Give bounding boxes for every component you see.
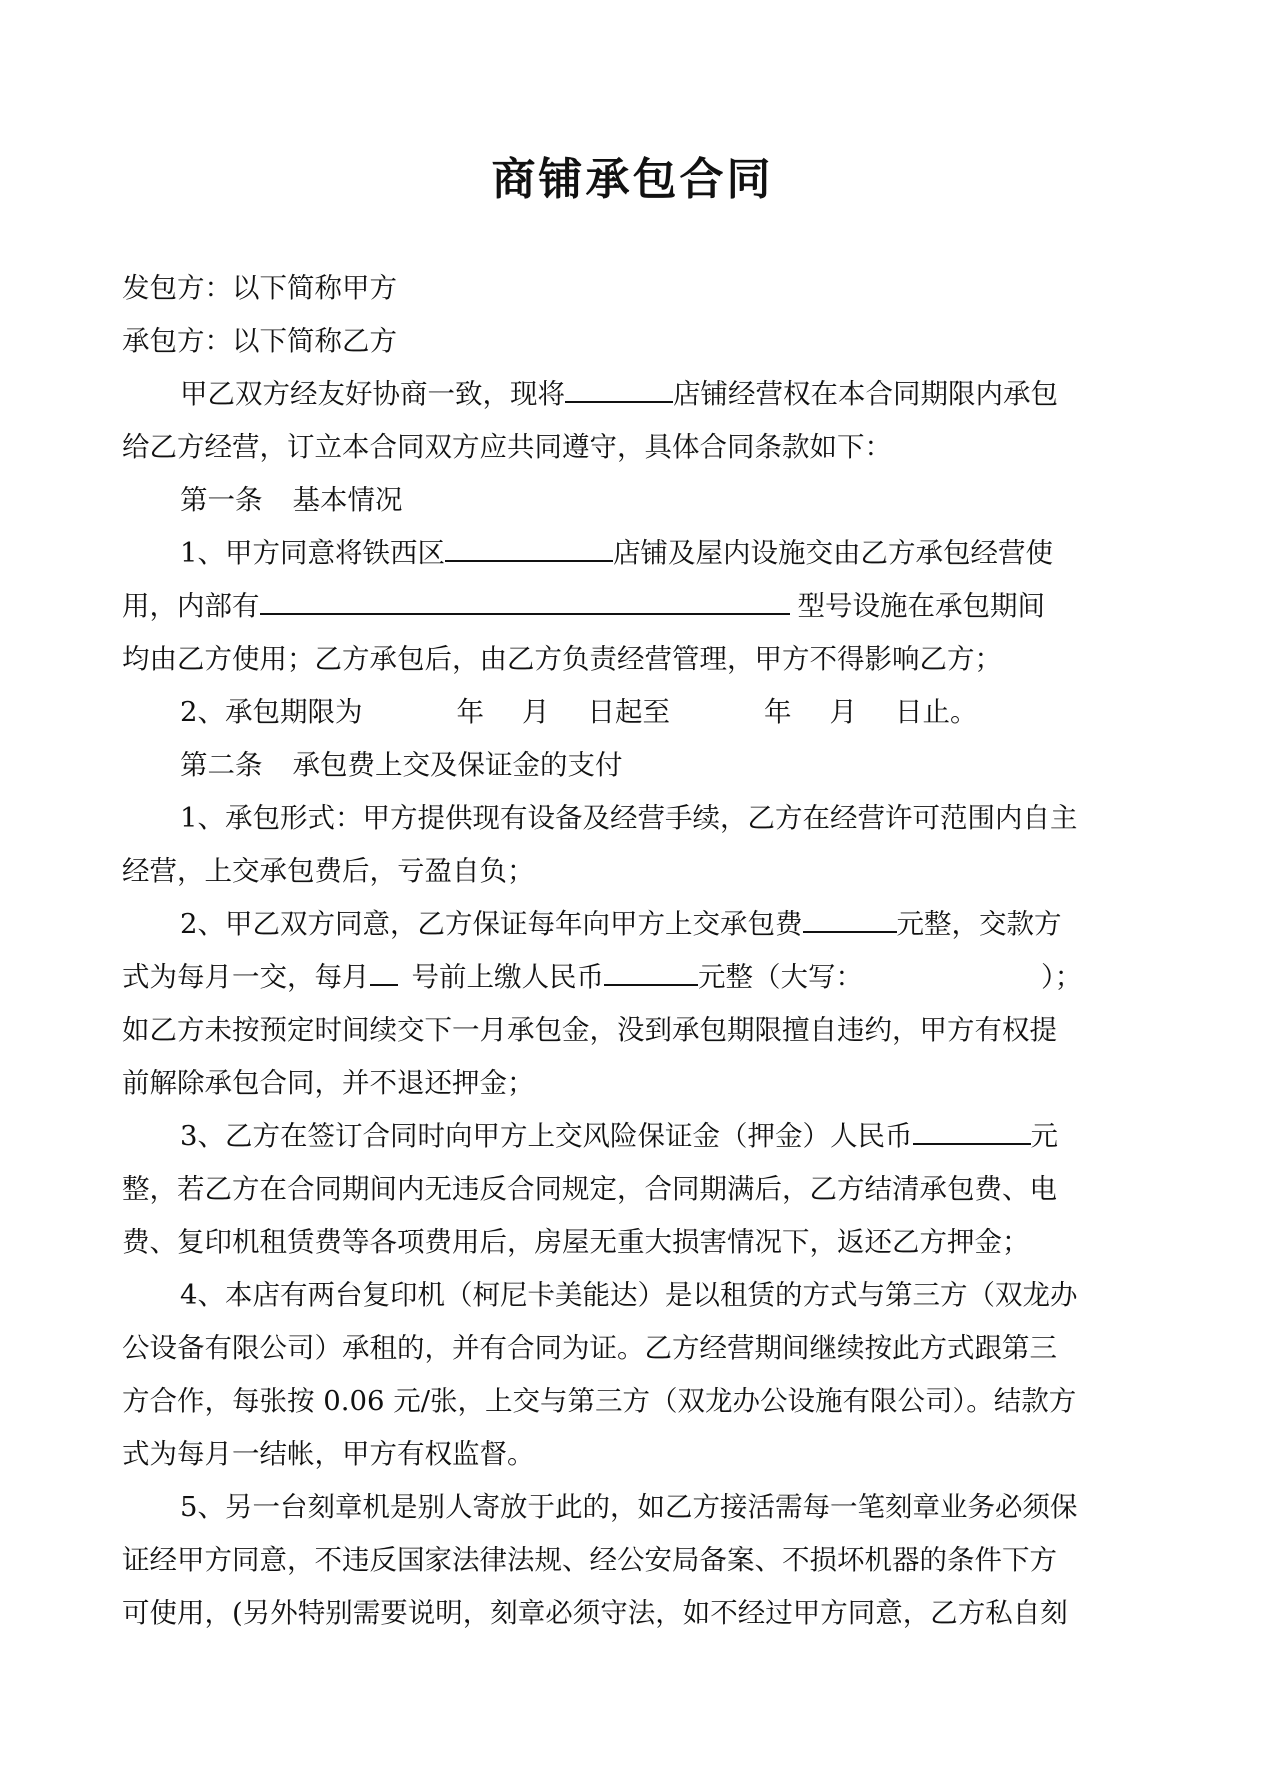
article-2-item-1-line-2: 经营，上交承包费后，亏盈自负；: [122, 855, 535, 887]
article-2-item-3-line-2: 整，若乙方在合同期间内无违反合同规定，合同期满后，乙方结清承包费、电: [122, 1173, 1057, 1205]
article-1-title: 基本情况: [292, 484, 403, 516]
intro-text-1: 甲乙双方经友好协商一致，现将: [180, 378, 565, 410]
article-2-number: 第二条: [180, 749, 263, 781]
a1-i1-text-2: 店铺及屋内设施交由乙方承包经营使: [613, 537, 1053, 569]
article-2-item-4-line-4: 式为每月一结帐，甲方有权监督。: [122, 1438, 535, 1470]
party-a-line: 发包方：以下简称甲方: [122, 272, 397, 304]
article-2-title: 承包费上交及保证金的支付: [292, 749, 623, 781]
article-2-item-4-line-1: 4、本店有两台复印机（柯尼卡美能达）是以租赁的方式与第三方（双龙办: [180, 1279, 1078, 1311]
article-1-item-1-line-1: [122, 527, 1143, 580]
end-year-label: 年: [764, 696, 792, 728]
equipment-blank[interactable]: [260, 585, 790, 615]
page-title: 商铺承包合同: [491, 154, 774, 205]
a2-i2-text-5: 元整（大写：: [698, 961, 863, 993]
a1-i1-text-1: 1、甲方同意将铁西区: [180, 537, 445, 569]
end-day-label: 日止。: [895, 696, 978, 728]
article-2-item-3-line-1: [122, 1110, 1143, 1163]
party-b-line: 承包方：以下简称乙方: [122, 325, 397, 357]
a2-i3-text-2: 元: [1030, 1120, 1058, 1152]
deposit-amount-blank[interactable]: [913, 1115, 1031, 1145]
start-day-label: 日起至: [587, 696, 670, 728]
article-2-item-5-line-3: 可使用，(另外特别需要说明，刻章必须守法，如不经过甲方同意，乙方私自刻: [122, 1597, 1068, 1629]
article-2-item-2-line-2: [122, 951, 1143, 1004]
article-2-item-2-line-1: [122, 898, 1143, 951]
intro-text-2: 店铺经营权在本合同期限内承包: [673, 378, 1058, 410]
annual-fee-blank[interactable]: [803, 903, 897, 933]
a2-i2-text-4: 号前上缴人民币: [411, 961, 604, 993]
a2-i2-text-6: ）；: [1041, 961, 1083, 993]
article-2-heading: [122, 739, 1143, 792]
start-month-label: 月: [522, 696, 550, 728]
monthly-amount-blank[interactable]: [604, 956, 698, 986]
article-2-item-4-line-2: 公设备有限公司）承租的，并有合同为证。乙方经营期间继续按此方式跟第三: [122, 1332, 1057, 1364]
term-label: 2、承包期限为: [180, 696, 363, 728]
a1-i1-text-3: 用，内部有: [122, 590, 260, 622]
a2-i2-text-3: 式为每月一交，每月: [122, 961, 370, 993]
a2-i3-text-1: 3、乙方在签订合同时向甲方上交风险保证金（押金）人民币: [180, 1120, 913, 1152]
a1-i1-text-4: 型号设施在承包期间: [797, 590, 1045, 622]
article-1-item-1-line-3: 均由乙方使用；乙方承包后，由乙方负责经营管理，甲方不得影响乙方；: [122, 643, 1002, 675]
article-1-number: 第一条: [180, 484, 263, 516]
contract-body: [122, 262, 1143, 1640]
intro-line-2: 给乙方经营，订立本合同双方应共同遵守，具体合同条款如下：: [122, 431, 892, 463]
article-2-item-5-line-2: 证经甲方同意，不违反国家法律法规、经公安局备案、不损坏机器的条件下方: [122, 1544, 1057, 1576]
a2-i2-text-2: 元整，交款方: [896, 908, 1062, 940]
article-2-item-2-line-3: 如乙方未按预定时间续交下一月承包金，没到承包期限擅自违约，甲方有权提: [122, 1014, 1057, 1046]
article-2-item-3-line-3: 费、复印机租赁费等各项费用后，房屋无重大损害情况下，返还乙方押金；: [122, 1226, 1030, 1258]
a2-i2-text-1: 2、甲乙双方同意，乙方保证每年向甲方上交承包费: [180, 908, 803, 940]
article-1-heading: [122, 474, 1143, 527]
article-1-item-2-line-1: [122, 686, 1143, 739]
shop-name-blank[interactable]: [565, 373, 673, 403]
payment-day-blank[interactable]: [370, 956, 398, 986]
article-1-item-1-line-2: [122, 580, 1143, 633]
end-month-label: 月: [829, 696, 857, 728]
article-2-item-1-line-1: 1、承包形式：甲方提供现有设备及经营手续，乙方在经营许可范围内自主: [180, 802, 1078, 834]
shop-address-blank[interactable]: [445, 532, 613, 562]
article-2-item-5-line-1: 5、另一台刻章机是别人寄放于此的，如乙方接活需每一笔刻章业务必须保: [180, 1491, 1078, 1523]
article-2-item-4-line-3: 方合作，每张按 0.06 元/张，上交与第三方（双龙办公设施有限公司）。结款方: [122, 1385, 1077, 1417]
start-year-label: 年: [456, 696, 484, 728]
article-2-item-2-line-4: 前解除承包合同，并不退还押金；: [122, 1067, 535, 1099]
intro-line-1: [122, 368, 1143, 421]
